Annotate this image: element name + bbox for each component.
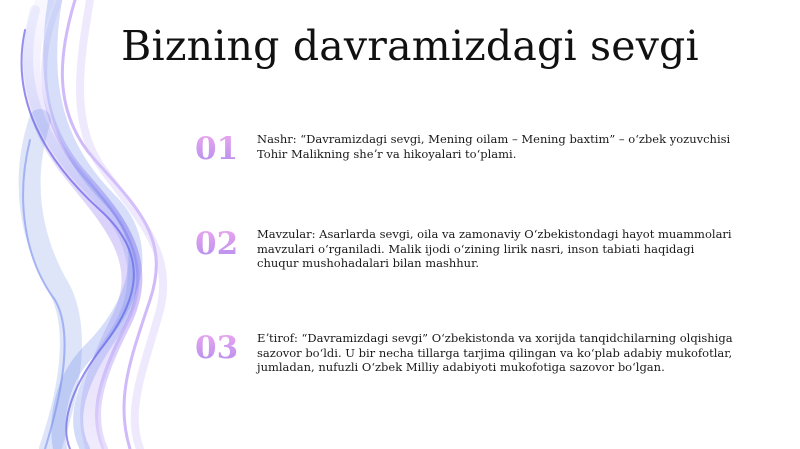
- item-text: Nashr: “Davramizdagi sevgi, Mening oilam – Mening baxtim” – oʻzbek yozuvchisi Tohir Malikning sheʼr va hikoyalari toʻplami.: [257, 132, 731, 161]
- list-item: [195, 227, 735, 271]
- item-text: Mavzular: Asarlarda sevgi, oila va zamonaviy Oʻzbekistondagi hayot muammolari mavzulari oʻrganiladi. Malik ijodi oʻzining lirik nasri, inson tabiati haqidagi chuqur mushohadalari bilan mashhur.: [257, 227, 732, 270]
- list-item: [195, 132, 735, 165]
- item-number: 03: [195, 333, 257, 364]
- item-number: 01: [195, 134, 257, 165]
- item-number: 02: [195, 229, 257, 260]
- list-item: [195, 331, 735, 375]
- slide-title: Bizning davramizdagi sevgi: [121, 22, 699, 70]
- item-text: Eʼtirof: “Davramizdagi sevgi” Oʻzbekistonda va xorijda tanqidchilarning olqishiga sazovor boʻldi. U bir necha tillarga tarjima qilingan va koʻplab adabiy mukofotlar, jumladan, nufuzli Oʻzbek Milliy adabiyoti mukofotiga sazovor boʻlgan.: [257, 331, 733, 374]
